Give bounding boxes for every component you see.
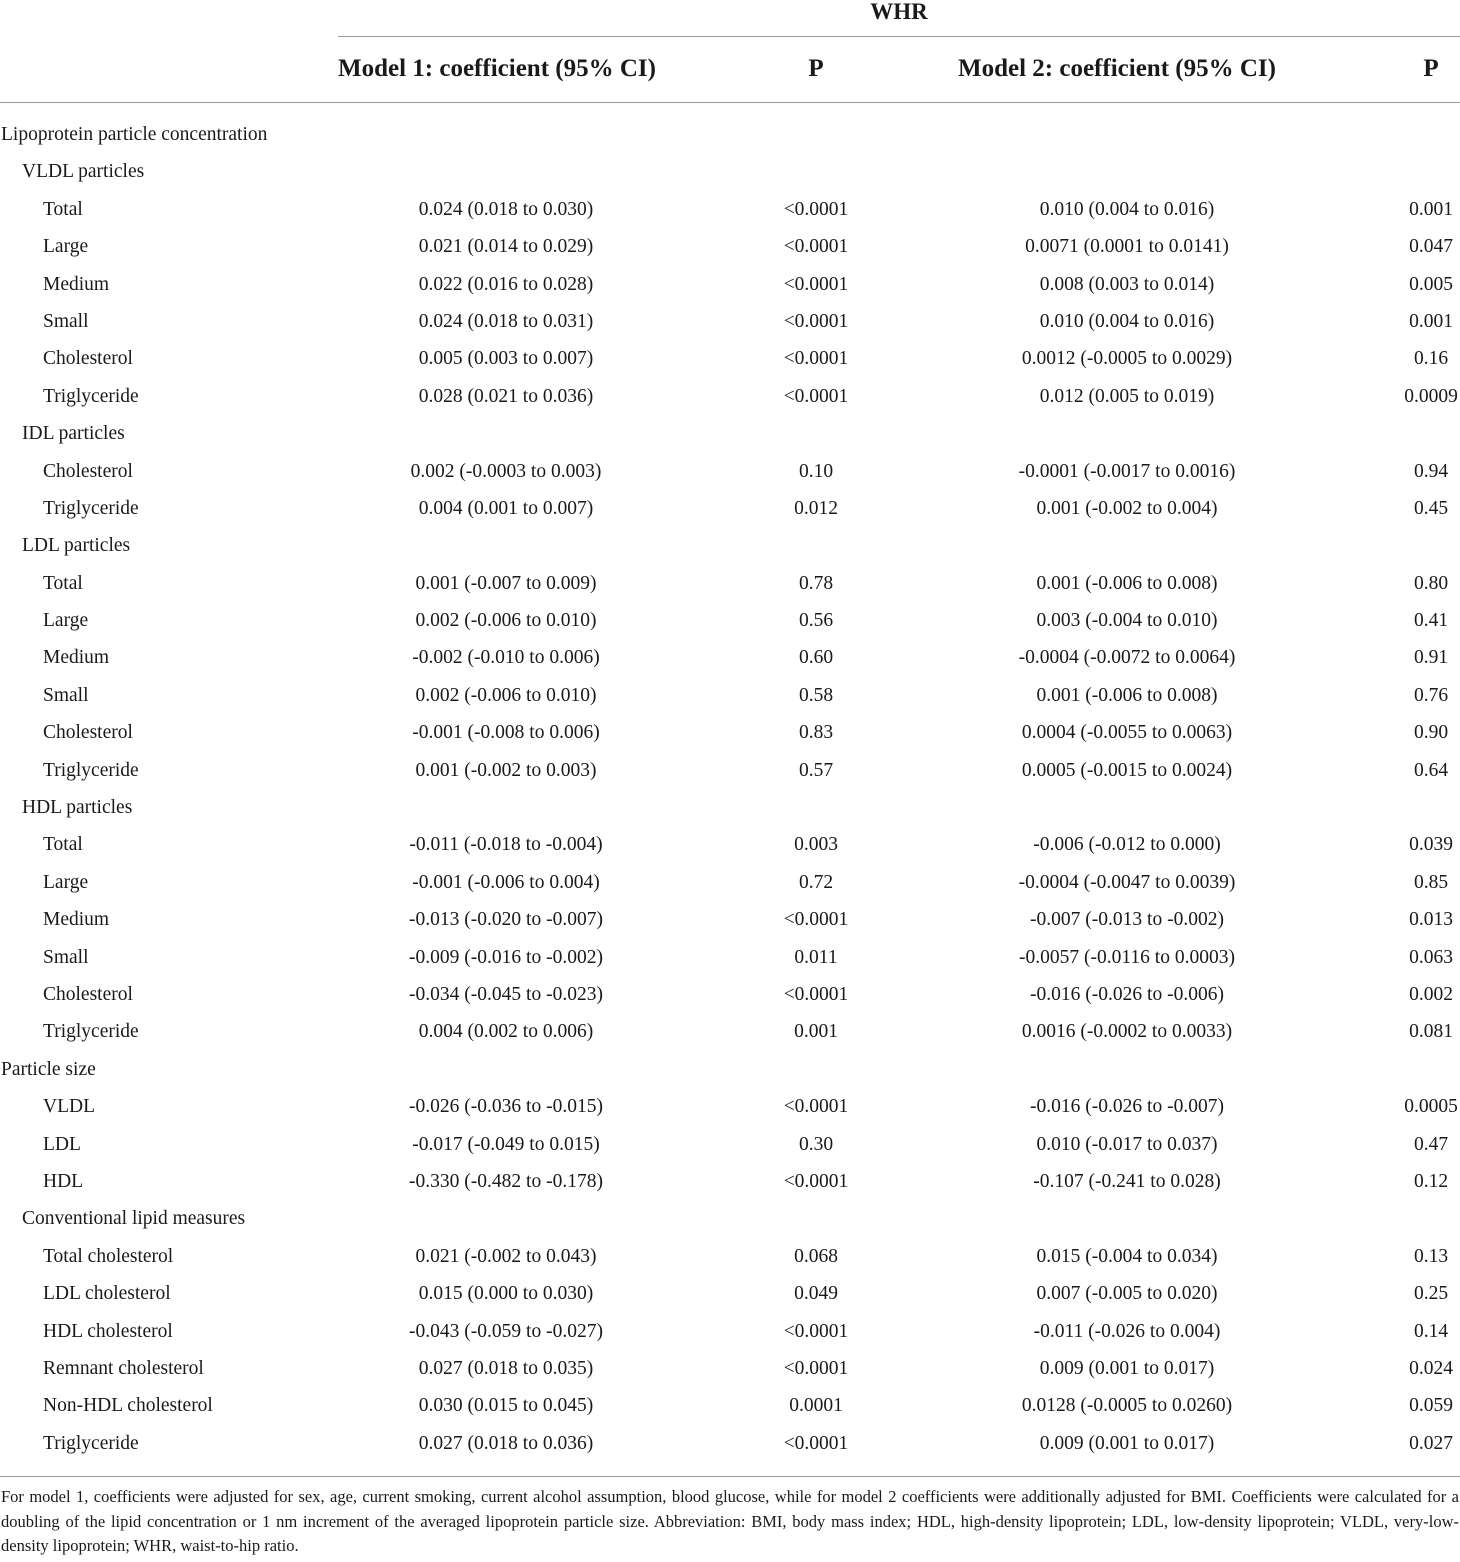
column-header-model2: Model 2: coefficient (95% CI) xyxy=(958,55,1276,82)
table-row xyxy=(0,266,1460,303)
model1-cell: 0.005 (0.003 to 0.007) xyxy=(418,348,594,370)
table-row xyxy=(0,565,1460,602)
row-label: Large xyxy=(43,236,89,258)
section-label: Particle size xyxy=(1,1058,96,1080)
model1-cell: 0.028 (0.021 to 0.036) xyxy=(418,385,594,407)
p2-cell: 0.047 xyxy=(1409,236,1453,258)
p1-cell: <0.0001 xyxy=(783,1320,849,1342)
row-label: LDL xyxy=(43,1133,81,1155)
row-label: Total xyxy=(43,834,83,856)
column-header-model1: Model 1: coefficient (95% CI) xyxy=(338,55,656,82)
table-row xyxy=(0,303,1460,340)
row-label: Triglyceride xyxy=(43,1432,139,1454)
table-row xyxy=(0,677,1460,714)
model1-cell: -0.002 (-0.010 to 0.006) xyxy=(412,647,600,669)
model2-cell: 0.001 (-0.006 to 0.008) xyxy=(1036,572,1218,594)
p2-cell: 0.90 xyxy=(1413,722,1449,744)
row-label: VLDL xyxy=(43,1096,95,1118)
section-row xyxy=(0,527,1460,564)
table-row xyxy=(0,826,1460,863)
p2-cell: 0.0009 xyxy=(1404,385,1458,407)
table-row xyxy=(0,939,1460,976)
model2-cell: 0.0004 (-0.0055 to 0.0063) xyxy=(1021,722,1233,744)
row-label: Large xyxy=(43,610,89,632)
p1-cell: 0.30 xyxy=(798,1133,834,1155)
table-row xyxy=(0,1425,1460,1462)
p1-cell: <0.0001 xyxy=(783,1096,849,1118)
p1-cell: <0.0001 xyxy=(783,1170,849,1192)
row-label: Triglyceride xyxy=(43,759,139,781)
model2-cell: -0.107 (-0.241 to 0.028) xyxy=(1033,1170,1221,1192)
column-header-p1: P xyxy=(808,55,824,82)
model2-cell: -0.011 (-0.026 to 0.004) xyxy=(1033,1320,1221,1342)
model2-cell: 0.007 (-0.005 to 0.020) xyxy=(1036,1283,1218,1305)
model1-cell: 0.002 (-0.006 to 0.010) xyxy=(415,610,597,632)
row-label: HDL xyxy=(43,1170,84,1192)
table-row xyxy=(0,228,1460,265)
p2-cell: 0.16 xyxy=(1413,348,1449,370)
p2-cell: 0.059 xyxy=(1409,1395,1453,1417)
p2-cell: 0.41 xyxy=(1413,610,1449,632)
row-label: Triglyceride xyxy=(43,385,139,407)
table-row xyxy=(0,191,1460,228)
p1-cell: <0.0001 xyxy=(783,385,849,407)
model2-cell: 0.010 (-0.017 to 0.037) xyxy=(1036,1133,1218,1155)
model2-cell: 0.010 (0.004 to 0.016) xyxy=(1039,310,1215,332)
p1-cell: <0.0001 xyxy=(783,348,849,370)
table-row xyxy=(0,340,1460,377)
column-header-row xyxy=(0,38,1460,102)
table-row xyxy=(0,976,1460,1013)
model2-cell: 0.0012 (-0.0005 to 0.0029) xyxy=(1021,348,1233,370)
model2-cell: 0.009 (0.001 to 0.017) xyxy=(1039,1432,1215,1454)
table-row xyxy=(0,1013,1460,1050)
p1-cell: 0.72 xyxy=(798,871,834,893)
row-label: Cholesterol xyxy=(43,983,133,1005)
p2-cell: 0.027 xyxy=(1409,1432,1453,1454)
header-bottom-rule xyxy=(0,102,1460,103)
table-row xyxy=(0,1238,1460,1275)
p1-cell: 0.60 xyxy=(798,647,834,669)
model2-cell: 0.0128 (-0.0005 to 0.0260) xyxy=(1021,1395,1233,1417)
model2-cell: 0.009 (0.001 to 0.017) xyxy=(1039,1357,1215,1379)
row-label: Small xyxy=(43,310,89,332)
model1-cell: 0.030 (0.015 to 0.045) xyxy=(418,1395,594,1417)
section-row xyxy=(0,789,1460,826)
model1-cell: -0.330 (-0.482 to -0.178) xyxy=(409,1170,603,1192)
p1-cell: 0.003 xyxy=(794,834,838,856)
group-header-rule xyxy=(338,36,1460,37)
p1-cell: 0.068 xyxy=(794,1245,838,1267)
model1-cell: -0.013 (-0.020 to -0.007) xyxy=(409,909,603,931)
p2-cell: 0.002 xyxy=(1409,983,1453,1005)
model2-cell: -0.007 (-0.013 to -0.002) xyxy=(1030,909,1224,931)
row-label: Triglyceride xyxy=(43,1021,139,1043)
p2-cell: 0.063 xyxy=(1409,946,1453,968)
row-label: Non-HDL cholesterol xyxy=(43,1395,213,1417)
row-label: Small xyxy=(43,684,89,706)
p1-cell: <0.0001 xyxy=(783,983,849,1005)
row-label: Cholesterol xyxy=(43,460,133,482)
row-label: Medium xyxy=(43,273,110,295)
section-label: HDL particles xyxy=(22,797,133,819)
row-label: Total xyxy=(43,198,83,220)
row-label: Large xyxy=(43,871,89,893)
p2-cell: 0.14 xyxy=(1413,1320,1449,1342)
p2-cell: 0.64 xyxy=(1413,759,1449,781)
section-row xyxy=(0,415,1460,452)
model1-cell: -0.001 (-0.008 to 0.006) xyxy=(412,722,600,744)
section-row xyxy=(0,116,1460,153)
p1-cell: 0.58 xyxy=(798,684,834,706)
model1-cell: 0.002 (-0.006 to 0.010) xyxy=(415,684,597,706)
p1-cell: <0.0001 xyxy=(783,1357,849,1379)
p1-cell: <0.0001 xyxy=(783,909,849,931)
table-row xyxy=(0,1126,1460,1163)
model1-cell: 0.001 (-0.002 to 0.003) xyxy=(415,759,597,781)
p1-cell: <0.0001 xyxy=(783,198,849,220)
model1-cell: 0.015 (0.000 to 0.030) xyxy=(418,1283,594,1305)
table-footnote: For model 1, coefficients were adjusted for sex, age, current smoking, current alcohol assumption, blood glucose, while for model 2 coefficients were additionally adjusted for BMI. Coefficients were calculated for a doubling of the lipid concentration or 1 nm increment of the averaged lipoprotein particle size. Abbreviation: BMI, body mass index; HDL, high-density lipoprotein; LDL, low-density lipoprotein; VLDL, very-low-density lipoprotein; WHR, waist-to-hip ratio. xyxy=(1,1487,1459,1555)
table-row xyxy=(0,1313,1460,1350)
p2-cell: 0.001 xyxy=(1409,198,1453,220)
model1-cell: 0.021 (-0.002 to 0.043) xyxy=(415,1245,597,1267)
model2-cell: 0.001 (-0.006 to 0.008) xyxy=(1036,684,1218,706)
model2-cell: -0.0004 (-0.0072 to 0.0064) xyxy=(1018,647,1236,669)
model2-cell: 0.0005 (-0.0015 to 0.0024) xyxy=(1021,759,1233,781)
row-label: Cholesterol xyxy=(43,722,133,744)
model2-cell: 0.0071 (0.0001 to 0.0141) xyxy=(1025,236,1229,258)
table-row xyxy=(0,752,1460,789)
p1-cell: 0.83 xyxy=(798,722,834,744)
row-label: Total cholesterol xyxy=(43,1245,174,1267)
row-label: Remnant cholesterol xyxy=(43,1357,204,1379)
model2-cell: -0.016 (-0.026 to -0.007) xyxy=(1030,1096,1224,1118)
model1-cell: -0.043 (-0.059 to -0.027) xyxy=(409,1320,603,1342)
table-row xyxy=(0,1275,1460,1312)
row-label: HDL cholesterol xyxy=(43,1320,173,1342)
table-row xyxy=(0,901,1460,938)
section-label: Conventional lipid measures xyxy=(22,1208,246,1230)
row-label: Medium xyxy=(43,909,110,931)
model1-cell: 0.027 (0.018 to 0.036) xyxy=(418,1432,594,1454)
p2-cell: 0.005 xyxy=(1409,273,1453,295)
table-row xyxy=(0,453,1460,490)
model1-cell: 0.002 (-0.0003 to 0.003) xyxy=(410,460,602,482)
p1-cell: 0.78 xyxy=(798,572,834,594)
table-row xyxy=(0,714,1460,751)
model2-cell: -0.016 (-0.026 to -0.006) xyxy=(1030,983,1224,1005)
p2-cell: 0.94 xyxy=(1413,460,1449,482)
model2-cell: 0.010 (0.004 to 0.016) xyxy=(1039,198,1215,220)
p1-cell: 0.0001 xyxy=(789,1395,843,1417)
table-row xyxy=(0,864,1460,901)
column-header-p2: P xyxy=(1423,55,1439,82)
p2-cell: 0.45 xyxy=(1413,497,1449,519)
table-row xyxy=(0,1163,1460,1200)
row-label: Triglyceride xyxy=(43,497,139,519)
model1-cell: 0.024 (0.018 to 0.030) xyxy=(418,198,594,220)
p1-cell: 0.57 xyxy=(798,759,834,781)
p2-cell: 0.25 xyxy=(1413,1283,1449,1305)
model2-cell: 0.003 (-0.004 to 0.010) xyxy=(1036,610,1218,632)
p1-cell: 0.049 xyxy=(794,1283,838,1305)
table-bottom-rule xyxy=(0,1476,1460,1477)
model2-cell: -0.0057 (-0.0116 to 0.0003) xyxy=(1019,946,1235,968)
p2-cell: 0.13 xyxy=(1413,1245,1449,1267)
p2-cell: 0.001 xyxy=(1409,310,1453,332)
model1-cell: -0.026 (-0.036 to -0.015) xyxy=(409,1096,603,1118)
section-label: LDL particles xyxy=(22,535,131,557)
model2-cell: 0.015 (-0.004 to 0.034) xyxy=(1036,1245,1218,1267)
row-label: Cholesterol xyxy=(43,348,133,370)
p1-cell: <0.0001 xyxy=(783,1432,849,1454)
p1-cell: 0.011 xyxy=(794,946,838,968)
model2-cell: -0.0001 (-0.0017 to 0.0016) xyxy=(1018,460,1236,482)
table-row xyxy=(0,639,1460,676)
p2-cell: 0.85 xyxy=(1413,871,1449,893)
model1-cell: -0.011 (-0.018 to -0.004) xyxy=(409,834,603,856)
section-row xyxy=(0,1051,1460,1088)
p1-cell: 0.56 xyxy=(798,610,834,632)
p2-cell: 0.0005 xyxy=(1404,1096,1458,1118)
model2-cell: 0.001 (-0.002 to 0.004) xyxy=(1036,497,1218,519)
p1-cell: <0.0001 xyxy=(783,236,849,258)
section-row xyxy=(0,1200,1460,1237)
model1-cell: -0.017 (-0.049 to 0.015) xyxy=(412,1133,600,1155)
section-label: VLDL particles xyxy=(22,161,145,183)
table-row xyxy=(0,602,1460,639)
model1-cell: -0.009 (-0.016 to -0.002) xyxy=(409,946,603,968)
p2-cell: 0.013 xyxy=(1409,909,1453,931)
model2-cell: 0.012 (0.005 to 0.019) xyxy=(1039,385,1215,407)
model2-cell: 0.008 (0.003 to 0.014) xyxy=(1039,273,1215,295)
p1-cell: 0.012 xyxy=(794,497,838,519)
p1-cell: 0.001 xyxy=(794,1021,838,1043)
model1-cell: 0.022 (0.016 to 0.028) xyxy=(418,273,594,295)
p2-cell: 0.081 xyxy=(1409,1021,1453,1043)
p2-cell: 0.12 xyxy=(1413,1170,1449,1192)
p1-cell: 0.10 xyxy=(798,460,834,482)
model2-cell: -0.006 (-0.012 to 0.000) xyxy=(1033,834,1221,856)
table-row xyxy=(0,1387,1460,1424)
section-label: Lipoprotein particle concentration xyxy=(1,124,268,145)
row-label: Medium xyxy=(43,647,110,669)
section-row xyxy=(0,153,1460,190)
table-row xyxy=(0,378,1460,415)
row-label: LDL cholesterol xyxy=(43,1283,171,1305)
section-label: IDL particles xyxy=(22,423,125,445)
group-header-row xyxy=(0,0,1460,36)
model1-cell: 0.021 (0.014 to 0.029) xyxy=(418,236,594,258)
model2-cell: -0.0004 (-0.0047 to 0.0039) xyxy=(1018,871,1236,893)
table-body xyxy=(0,116,1460,1462)
row-label: Small xyxy=(43,946,89,968)
table-row xyxy=(0,1088,1460,1125)
p2-cell: 0.80 xyxy=(1413,572,1449,594)
model2-cell: 0.0016 (-0.0002 to 0.0033) xyxy=(1021,1021,1233,1043)
p2-cell: 0.91 xyxy=(1413,647,1449,669)
row-label: Total xyxy=(43,572,83,594)
group-header-whr: WHR xyxy=(870,0,928,24)
p2-cell: 0.024 xyxy=(1409,1357,1453,1379)
model1-cell: 0.001 (-0.007 to 0.009) xyxy=(415,572,597,594)
model1-cell: 0.004 (0.002 to 0.006) xyxy=(418,1021,594,1043)
p1-cell: <0.0001 xyxy=(783,273,849,295)
p2-cell: 0.039 xyxy=(1409,834,1453,856)
p2-cell: 0.76 xyxy=(1413,684,1449,706)
model1-cell: -0.001 (-0.006 to 0.004) xyxy=(412,871,600,893)
table-row xyxy=(0,490,1460,527)
model1-cell: 0.004 (0.001 to 0.007) xyxy=(418,497,594,519)
model1-cell: 0.027 (0.018 to 0.035) xyxy=(418,1357,594,1379)
model1-cell: 0.024 (0.018 to 0.031) xyxy=(418,310,594,332)
p1-cell: <0.0001 xyxy=(783,310,849,332)
table-row xyxy=(0,1350,1460,1387)
model1-cell: -0.034 (-0.045 to -0.023) xyxy=(409,983,603,1005)
p2-cell: 0.47 xyxy=(1413,1133,1449,1155)
